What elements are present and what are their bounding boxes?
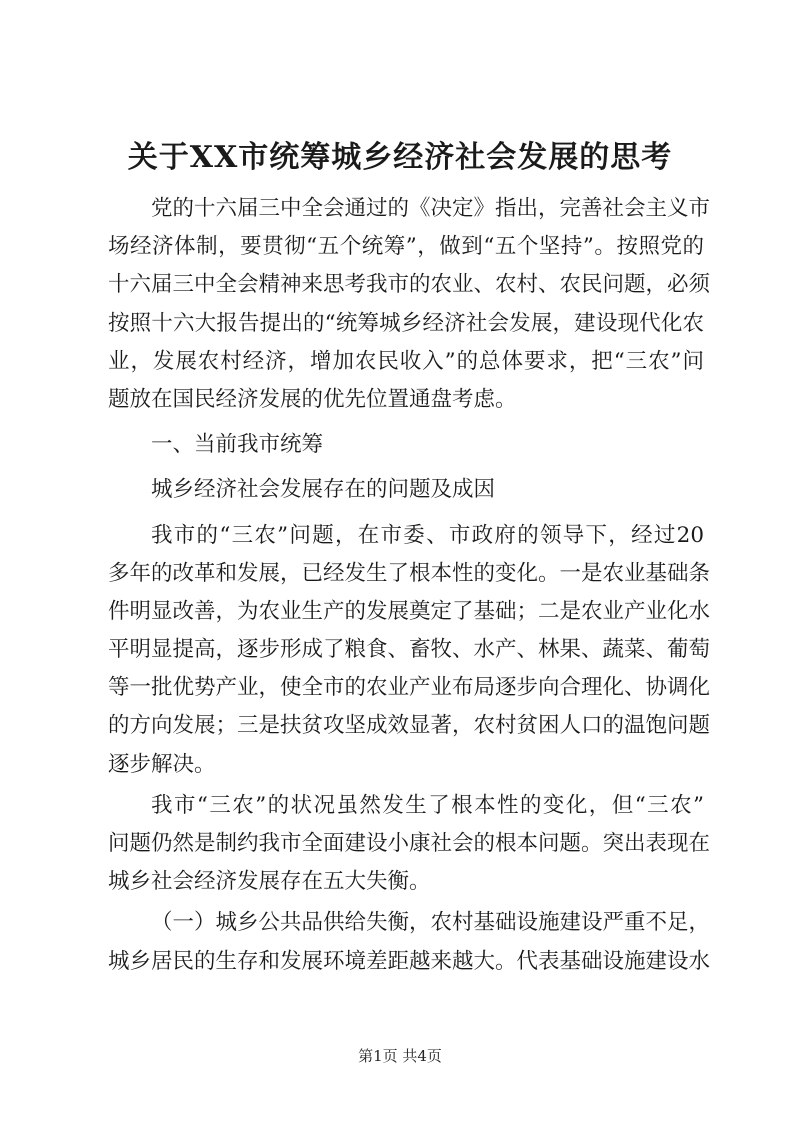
paragraph-line: 业，发展农村经济，增加农民收入”的总体要求，把“三农”问 [108, 348, 704, 374]
paragraph-line: 城乡社会经济发展存在五大失衡。 [108, 869, 431, 895]
paragraph-line: 场经济体制，要贯彻“五个统筹”，做到“五个坚持”。按照党的 [108, 234, 704, 260]
paragraph-line: 件明显改善，为农业生产的发展奠定了基础；二是农业产业化水 [108, 598, 711, 624]
section-heading: 城乡经济社会发展存在的问题及成因 [151, 477, 496, 503]
paragraph-line: 多年的改革和发展，已经发生了根本性的变化。一是农业基础条 [108, 560, 711, 586]
paragraph-line: 的方向发展；三是扶贫攻坚成效显著，农村贫困人口的温饱问题 [108, 713, 711, 739]
paragraph-line: 十六届三中全会精神来思考我市的农业、农村、农民问题，必须 [108, 272, 711, 298]
document-title: 关于XX市统筹城乡经济社会发展的思考 [127, 140, 673, 175]
section-heading: 一、当前我市统筹 [151, 432, 324, 458]
paragraph-line: 城乡居民的生存和发展环境差距越来越大。代表基础设施建设水 [108, 948, 711, 974]
document-body [108, 190, 711, 981]
paragraph-line: （一）城乡公共品供给失衡，农村基础设施建设严重不足， [151, 910, 711, 936]
paragraph-line: 问题仍然是制约我市全面建设小康社会的根本问题。突出表现在 [108, 831, 711, 856]
paragraph-line: 等一批优势产业，使全市的农业产业布局逐步向合理化、协调化 [108, 675, 711, 701]
paragraph-line: 平明显提高，逐步形成了粮食、畜牧、水产、林果、蔬菜、葡萄 [108, 637, 711, 663]
page-footer: 第1页 共4页 [358, 1047, 442, 1065]
paragraph-line: 题放在国民经济发展的优先位置通盘考虑。 [108, 386, 517, 412]
paragraph-line: 逐步解决。 [108, 751, 216, 777]
paragraph-line: 我市“三农”的状况虽然发生了根本性的变化，但“三农” [151, 792, 704, 818]
paragraph-line: 按照十六大报告提出的“统筹城乡经济社会发展，建设现代化农 [108, 310, 704, 336]
paragraph-line: 我市的“三农”问题，在市委、市政府的领导下，经过20 [151, 522, 704, 548]
paragraph-line: 党的十六届三中全会通过的《决定》指出，完善社会主义市 [151, 196, 711, 221]
